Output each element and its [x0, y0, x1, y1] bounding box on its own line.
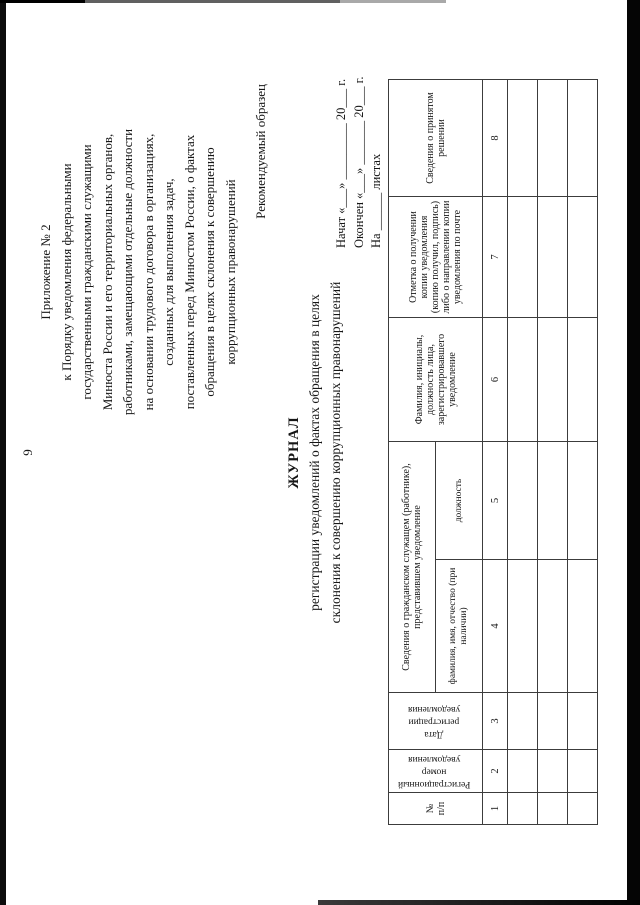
header-num-line: п/п [435, 801, 447, 816]
scan-artifact-top-edge [0, 0, 446, 3]
header-registrar: Фамилия, инициалы, должность лица, зарегистрировавшего уведомление [389, 318, 483, 442]
empty-cell [538, 560, 568, 693]
empty-cell [508, 793, 538, 825]
scan-artifact-bottom-edge [318, 900, 640, 905]
finished-line: Окончен «___» _______ 20___ г. [351, 76, 366, 248]
column-number: 7 [483, 197, 508, 318]
column-number: 1 [483, 793, 508, 825]
header-full-name: фамилия, имя, отчество (при наличии) [436, 560, 483, 693]
empty-cell [538, 80, 568, 197]
dates-block [333, 58, 386, 248]
appendix-line: созданных для выполнения задач, [161, 178, 176, 366]
journal-title-line: регистрации уведомлений о фактах обращения в целях [307, 294, 322, 611]
appendix-line: обращения в целях склонения к совершению [202, 147, 217, 397]
header-reg-date [389, 693, 483, 750]
header-decision: Сведения о принятом решении [389, 80, 483, 197]
column-number: 2 [483, 750, 508, 793]
header-num-line: № [424, 803, 436, 814]
empty-cell [508, 442, 538, 560]
appendix-line: поставленных перед Минюстом России, о фактах [181, 134, 197, 410]
journal-title-line: склонения к совершению коррупционных правонарушений [328, 281, 343, 624]
page-number: 9 [20, 449, 35, 456]
empty-cell [568, 318, 598, 442]
appendix-line: государственными гражданскими служащими [79, 144, 94, 400]
empty-cell [538, 197, 568, 318]
empty-cell [508, 197, 538, 318]
appendix-line: Минюста России и его территориальных органов, [99, 133, 115, 411]
empty-cell [568, 793, 598, 825]
header-employee-group: Сведения о гражданском служащем (работнике), представившем уведомление [389, 442, 436, 693]
empty-cell [538, 750, 568, 793]
table-row [568, 80, 598, 825]
empty-cell [508, 560, 538, 693]
journal-table-body [508, 80, 598, 825]
header-num [389, 793, 483, 825]
empty-cell [508, 750, 538, 793]
table-row [538, 80, 568, 825]
recommended-sample-label: Рекомендуемый образец [253, 84, 268, 219]
empty-cell [508, 318, 538, 442]
empty-cell [568, 750, 598, 793]
column-number: 5 [483, 442, 508, 560]
empty-cell [568, 442, 598, 560]
empty-cell [538, 793, 568, 825]
journal-table [388, 79, 598, 825]
column-number: 3 [483, 693, 508, 750]
column-number: 6 [483, 318, 508, 442]
empty-cell [508, 693, 538, 750]
appendix-line: на основании трудового договора в организациях, [140, 133, 156, 411]
started-line: Начат «___» _________ 20___ г. [334, 78, 348, 248]
column-number: 4 [483, 560, 508, 693]
appendix-block [36, 66, 241, 478]
empty-cell [568, 197, 598, 318]
empty-cell [568, 693, 598, 750]
empty-cell [568, 560, 598, 693]
sheets-line: На ______ листах [369, 153, 383, 248]
vertical-header-text: Дата регистрации уведомления [407, 703, 461, 739]
scan-artifact-right-edge [627, 0, 640, 905]
appendix-line: коррупционных правонарушений [222, 179, 238, 365]
header-copy-mark: Отметка о получении копии уведомления (копию получил, подпись) либо о направлении копии уведомления по почте [389, 197, 483, 318]
empty-cell [568, 80, 598, 197]
empty-cell [508, 80, 538, 197]
appendix-line: к Порядку уведомления федеральными [58, 163, 74, 381]
scan-artifact-left-edge [0, 0, 6, 905]
appendix-line: работниками, замещающими отдельные должности [120, 128, 135, 416]
vertical-header-text: Регистрационный номер уведомления [397, 753, 471, 789]
header-reg-number [389, 750, 483, 793]
column-number: 8 [483, 80, 508, 197]
appendix-line: Приложение № 2 [38, 224, 53, 320]
empty-cell [538, 442, 568, 560]
empty-cell [538, 693, 568, 750]
journal-heading: ЖУРНАЛ [286, 416, 302, 489]
table-row [508, 80, 538, 825]
header-position: должность [436, 442, 483, 560]
empty-cell [538, 318, 568, 442]
